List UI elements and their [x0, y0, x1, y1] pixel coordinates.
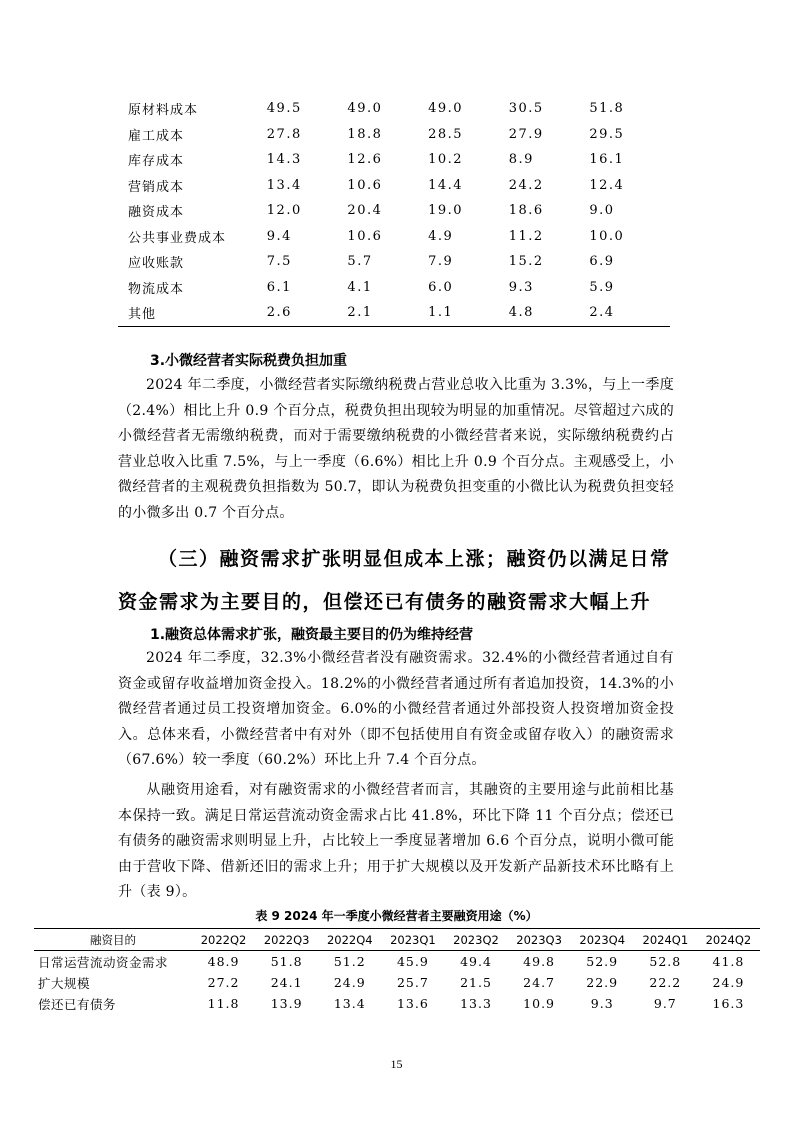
cost-cell: 14.3 [266, 152, 302, 168]
table9-body [34, 951, 760, 1015]
table9-row [34, 951, 760, 973]
cost-cell: 28.5 [428, 126, 464, 142]
financing-demand-paragraph [118, 646, 674, 774]
cost-cell: 16.1 [589, 152, 625, 168]
cost-cell: 4.9 [428, 228, 454, 244]
table9-cell: 22.9 [586, 975, 619, 990]
table9-column-header: 2023Q3 [508, 929, 571, 951]
cost-cell: 2.4 [589, 300, 670, 326]
table9-cell: 48.9 [207, 954, 240, 969]
table9-cell: 9.3 [590, 996, 614, 1011]
cost-cell: 1.1 [428, 300, 509, 326]
financing-use-table [34, 928, 760, 1014]
cost-row-label: 公共事业费成本 [128, 230, 227, 246]
table9-cell: 24.7 [523, 975, 556, 990]
cost-table-row [118, 96, 670, 122]
cost-cell: 18.6 [508, 203, 544, 219]
table9-column-header: 2023Q2 [444, 929, 507, 951]
table9-cell: 49.4 [460, 954, 492, 969]
cost-cell: 27.9 [508, 126, 544, 142]
table9-cell: 51.8 [270, 954, 303, 969]
cost-row-label: 其他 [118, 300, 267, 326]
table9-header-row [34, 929, 760, 951]
cost-table-row [118, 122, 670, 148]
table9-cell: 21.5 [460, 975, 492, 990]
table9-cell: 25.7 [396, 975, 429, 990]
table9-cell: 13.9 [270, 996, 303, 1011]
cost-row-label: 融资成本 [128, 205, 185, 221]
table9-cell: 16.3 [712, 996, 745, 1011]
cost-table-row [118, 147, 670, 173]
cost-cell: 5.9 [589, 279, 615, 295]
cost-cell: 6.0 [428, 279, 454, 295]
cost-table-body [118, 96, 670, 326]
cost-table-row [118, 198, 670, 224]
table9-cell: 51.2 [333, 954, 366, 969]
table9-column-header: 2024Q2 [697, 929, 760, 951]
cost-table-row [118, 249, 670, 275]
cost-cell: 8.9 [508, 152, 534, 168]
table9-cell: 52.9 [586, 954, 619, 969]
cost-cell: 7.9 [428, 254, 454, 270]
table9-cell: 11.8 [207, 996, 240, 1011]
table9-cell: 41.8 [712, 954, 745, 969]
cost-table-row [118, 275, 670, 301]
financing-use-text: 从融资用途看，对有融资需求的小微经营者而言，其融资的主要用途与此前相比基本保持一致。满足日常运营流动资金需求占比 41.8%，环比下降 11 个百分点；偿还已有债务的融资需求则明显上升，占比较上一季度显著增加 6.6 个百分点，说明小微可能由于营收下降、借新还旧的需求上升；用于扩大规模以及开发新产品新技术环比略有上升（表 9）。 [118, 782, 674, 900]
table9-row-label: 日常运营流动资金需求 [38, 954, 169, 970]
cost-cell: 49.0 [428, 101, 464, 117]
section-heading-financing [118, 538, 678, 624]
cost-cell: 2.6 [267, 300, 348, 326]
cost-table-row [118, 300, 670, 326]
cost-row-label: 应收账款 [128, 256, 185, 272]
cost-cell: 12.0 [266, 203, 302, 219]
section-heading-financing-text: （三）融资需求扩张明显但成本上涨；融资仍以满足日常资金需求为主要目的，但偿还已有债务的融资需求大幅上升 [118, 548, 671, 613]
table9-cell: 24.1 [270, 975, 303, 990]
table9-cell: 9.7 [653, 996, 677, 1011]
cost-cell: 13.4 [266, 177, 302, 193]
cost-cell: 12.4 [589, 177, 625, 193]
cost-table [118, 96, 670, 327]
table9-column-header: 2022Q3 [255, 929, 318, 951]
table9-cell: 10.9 [523, 996, 556, 1011]
table9-cell: 24.9 [333, 975, 366, 990]
cost-table-row [118, 224, 670, 250]
cost-cell: 10.2 [428, 152, 464, 168]
cost-cell: 30.5 [508, 101, 544, 117]
table9-row [34, 993, 760, 1014]
cost-cell: 51.8 [589, 101, 625, 117]
tax-burden-text: 2024 年二季度，小微经营者实际缴纳税费占营业总收入比重为 3.3%，与上一季度（2.4%）相比上升 0.9 个百分点，税费负担出现较为明显的加重情况。尽管超过六成的小微经营者无需缴纳税费，而对于需要缴纳税费的小微经营者来说，实际缴纳税费约占营业总收入比重 7.5%，与上一季度（6.6%）相比上升 0.9 个百分点。主观感受上，小微经营者的主观税费负担指数为 50.7，即认为税费负担变重的小微比认为税费负担变轻的小微多出 0.7 个百分点。 [118, 377, 674, 521]
cost-row-label: 库存成本 [128, 154, 185, 170]
table9-cell: 13.6 [396, 996, 429, 1011]
cost-cell: 2.1 [347, 300, 428, 326]
table9-cell: 22.2 [649, 975, 682, 990]
cost-cell: 4.8 [509, 300, 590, 326]
cost-table-row [118, 173, 670, 199]
cost-row-label: 营销成本 [128, 179, 185, 195]
cost-cell: 9.0 [589, 203, 615, 219]
subsection-heading-financing-demand: 1.融资总体需求扩张，融资最主要目的仍为维持经营 [150, 627, 474, 643]
cost-cell: 49.5 [266, 101, 302, 117]
table9-column-header: 2023Q1 [381, 929, 444, 951]
cost-cell: 6.1 [266, 279, 292, 295]
page-number: 15 [390, 1057, 403, 1071]
cost-cell: 29.5 [589, 126, 625, 142]
financing-use-paragraph [118, 778, 674, 906]
table9-column-header: 2022Q2 [192, 929, 255, 951]
table9-row-label: 偿还已有债务 [38, 996, 117, 1012]
table9-cell: 13.4 [333, 996, 366, 1011]
financing-demand-text: 2024 年二季度，32.3%小微经营者没有融资需求。32.4%的小微经营者通过自有资金或留存收益增加资金投入。18.2%的小微经营者通过所有者追加投资，14.3%的小微经营者通过员工投资增加资金。6.0%的小微经营者通过外部投资人投资增加资金投入。总体来看，小微经营者中有对外（即不包括使用自有资金或留存收入）的融资需求（67.6%）较一季度（60.2%）环比上升 7.4 个百分点。 [118, 650, 674, 768]
cost-cell: 19.0 [428, 203, 464, 219]
cost-cell: 15.2 [508, 254, 544, 270]
cost-cell: 27.8 [266, 126, 302, 142]
cost-cell: 10.6 [347, 177, 383, 193]
cost-cell: 49.0 [347, 101, 383, 117]
cost-cell: 4.1 [347, 279, 373, 295]
cost-cell: 9.4 [266, 228, 292, 244]
cost-cell: 14.4 [428, 177, 464, 193]
table9-column-header: 2023Q4 [571, 929, 634, 951]
table9-caption: 表 9 2024 年一季度小微经营者主要融资用途（%） [255, 909, 538, 923]
cost-cell: 10.6 [347, 228, 383, 244]
table9-cell: 49.8 [523, 954, 556, 969]
tax-burden-paragraph [118, 373, 674, 526]
cost-cell: 10.0 [589, 228, 625, 244]
cost-cell: 12.6 [347, 152, 383, 168]
cost-cell: 7.5 [266, 254, 292, 270]
table9-cell: 45.9 [396, 954, 429, 969]
cost-row-label: 雇工成本 [128, 128, 185, 144]
table9-cell: 27.2 [207, 975, 240, 990]
table9-cell: 13.3 [460, 996, 492, 1011]
cost-cell: 24.2 [508, 177, 544, 193]
cost-cell: 6.9 [589, 254, 615, 270]
cost-row-label: 原材料成本 [128, 103, 199, 119]
cost-row-label: 物流成本 [128, 281, 185, 297]
cost-cell: 9.3 [508, 279, 534, 295]
table9-column-header: 2022Q4 [318, 929, 381, 951]
table9-cell: 24.9 [712, 975, 745, 990]
table9-row [34, 972, 760, 993]
cost-cell: 20.4 [347, 203, 383, 219]
table9-row-label: 扩大规模 [38, 975, 91, 991]
section-heading-tax-burden: 3.小微经营者实际税费负担加重 [150, 353, 348, 369]
cost-cell: 11.2 [508, 228, 544, 244]
cost-cell: 18.8 [347, 126, 383, 142]
cost-cell: 5.7 [347, 254, 373, 270]
table9-cell: 52.8 [649, 954, 682, 969]
table9-column-header: 2024Q1 [634, 929, 697, 951]
table9-header-first: 融资目的 [34, 929, 192, 951]
